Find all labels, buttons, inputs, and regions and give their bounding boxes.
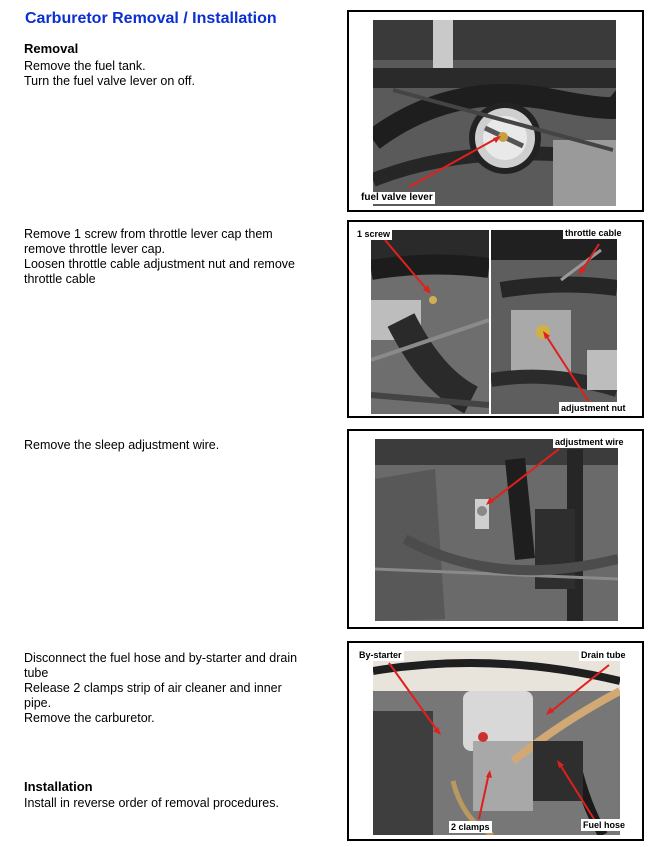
step-2-line-3: Loosen throttle cable adjustment nut and remove <box>24 257 296 271</box>
installation-heading: Installation <box>24 779 93 794</box>
figure-adjustment-wire <box>347 429 644 629</box>
arrow-adjustment-wire <box>349 431 646 631</box>
label-1-screw: 1 screw <box>357 229 391 239</box>
page-title: Carburetor Removal / Installation <box>25 10 277 27</box>
step-1-text <box>24 59 324 89</box>
label-adjustment-nut: adjustment nut <box>561 403 626 413</box>
step-4-line-4: pipe. <box>24 696 52 710</box>
removal-heading: Removal <box>24 41 79 56</box>
step-1-line-1: Remove the fuel tank. <box>24 59 146 73</box>
label-fuel-valve-lever: fuel valve lever <box>361 192 433 203</box>
step-4-line-5: Remove the carburetor. <box>24 711 155 725</box>
figure-carburetor <box>347 641 644 841</box>
figure-throttle-cable <box>347 220 644 418</box>
step-2-line-4: throttle cable <box>24 272 96 286</box>
step-4-line-2: tube <box>24 666 49 680</box>
step-3-text <box>24 438 324 453</box>
step-1-line-2: Turn the fuel valve lever on off. <box>24 74 195 88</box>
step-4-text <box>24 651 324 726</box>
figure-fuel-valve <box>347 10 644 212</box>
label-2-clamps: 2 clamps <box>451 822 490 832</box>
installation-text: Install in reverse order of removal procedures. <box>24 796 279 810</box>
label-throttle-cable: throttle cable <box>565 228 622 238</box>
step-4-line-3: Release 2 clamps strip of air cleaner and inner <box>24 681 282 695</box>
step-3-line-1: Remove the sleep adjustment wire. <box>24 438 220 452</box>
step-2-line-2: remove throttle lever cap. <box>24 242 166 256</box>
arrow-fuel-valve <box>349 12 646 214</box>
step-2-line-1: Remove 1 screw from throttle lever cap them <box>24 227 273 241</box>
arrows-carburetor <box>349 643 646 843</box>
label-drain-tube: Drain tube <box>581 650 626 660</box>
step-4-line-1: Disconnect the fuel hose and by-starter and drain <box>24 651 298 665</box>
label-adjustment-wire: adjustment wire <box>555 437 624 447</box>
arrows-throttle-cable <box>349 222 646 420</box>
label-fuel-hose: Fuel hose <box>583 820 626 830</box>
step-2-text <box>24 227 324 287</box>
label-by-starter: By-starter <box>359 650 402 660</box>
